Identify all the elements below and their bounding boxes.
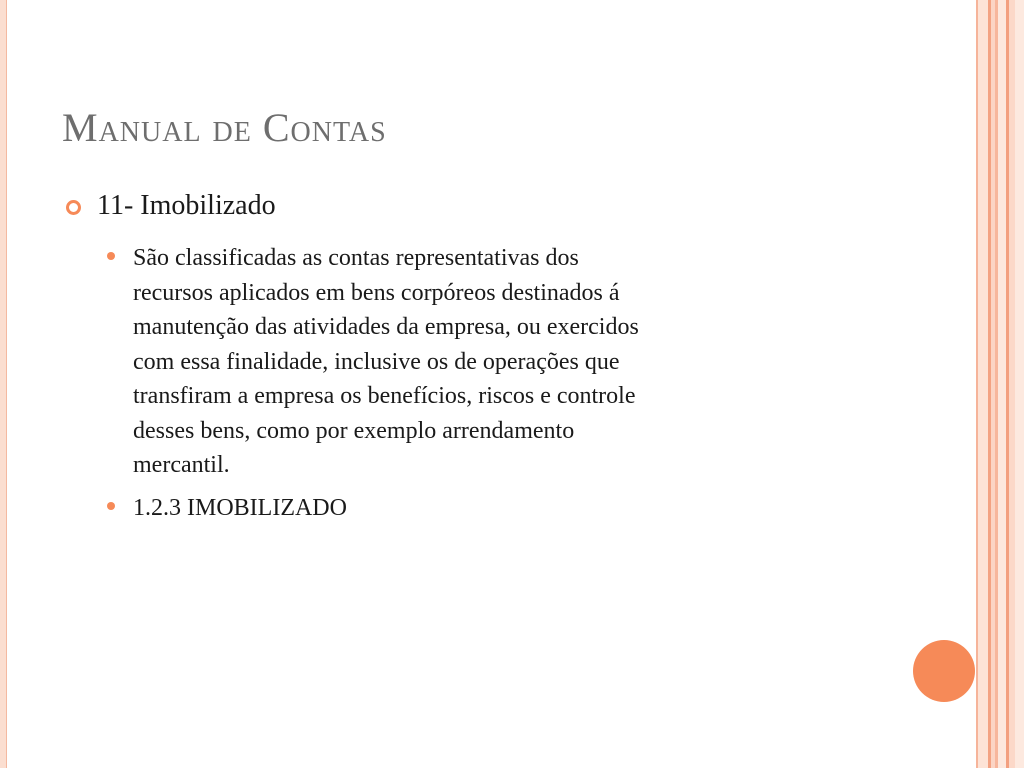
orange-circle-decoration xyxy=(913,640,975,702)
sub-bullet-text xyxy=(133,241,639,483)
sub-bullet-item xyxy=(107,241,867,483)
text-line: São classificadas as contas representativas dos xyxy=(133,245,579,271)
text-line: com essa finalidade, inclusive os de operações que xyxy=(133,348,620,375)
dot-bullet-icon xyxy=(107,502,115,510)
bullet-text: 11- Imobilizado xyxy=(97,190,276,221)
sub-bullet-item xyxy=(107,491,867,526)
sub-bullet-list xyxy=(107,241,867,533)
right-stripe-decoration xyxy=(1015,0,1024,768)
bullet-level-1 xyxy=(66,190,946,222)
dot-bullet-icon xyxy=(107,252,115,260)
text-line: desses bens, como por exemplo arrendamento xyxy=(133,417,575,444)
ring-bullet-icon xyxy=(66,200,81,215)
sub-bullet-text xyxy=(133,491,347,526)
left-border-decoration xyxy=(0,0,7,768)
text-line: mercantil. xyxy=(133,452,230,478)
text-line: 1.2.3 IMOBILIZADO xyxy=(133,494,347,521)
slide-title: Manual de Contas xyxy=(62,105,387,150)
text-line: manutenção das atividades da empresa, ou exercidos xyxy=(133,314,639,340)
right-stripe-decoration xyxy=(998,0,1006,768)
right-stripe-decoration xyxy=(978,0,988,768)
text-line: recursos aplicados em bens corpóreos destinados á xyxy=(133,279,620,306)
text-line: transfiram a empresa os benefícios, riscos e controle xyxy=(133,383,636,409)
